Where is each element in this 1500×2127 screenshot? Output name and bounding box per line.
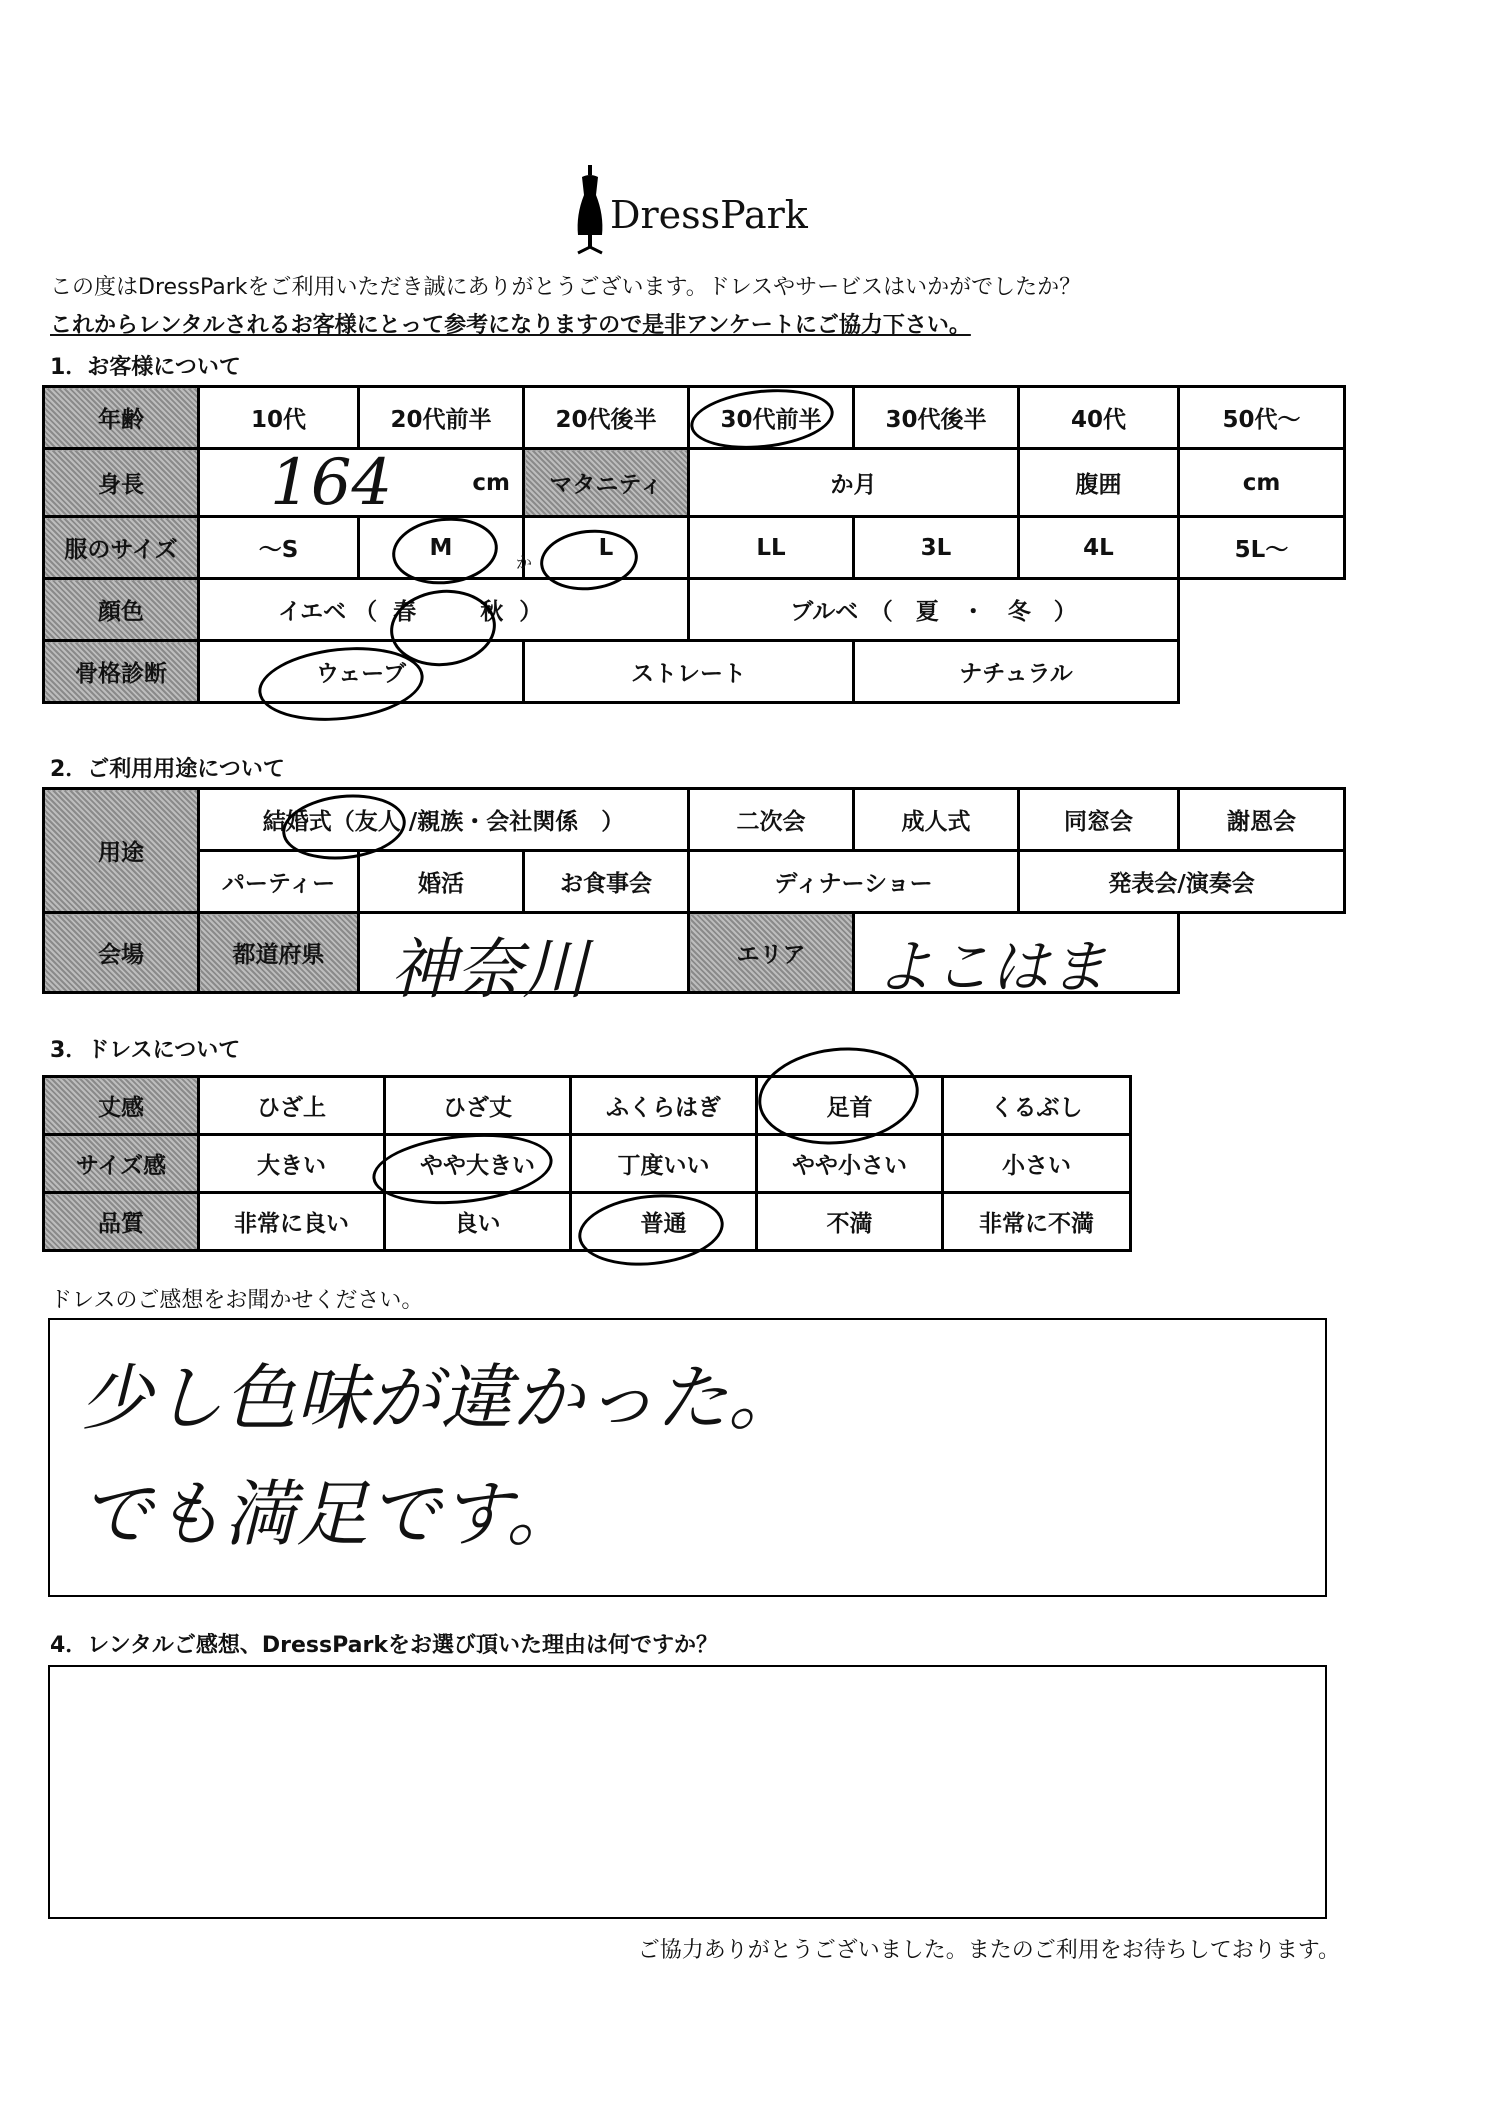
length-option[interactable]: ひざ丈 bbox=[385, 1077, 571, 1135]
skeleton-row bbox=[44, 641, 1345, 703]
reason-box[interactable] bbox=[48, 1665, 1327, 1919]
prefecture-field[interactable] bbox=[359, 913, 689, 1008]
prefecture-value: 神奈川 bbox=[390, 931, 588, 1008]
comment-line-2: でも満足です。 bbox=[80, 1472, 579, 1556]
brand-name: DressPark bbox=[610, 193, 808, 237]
skeleton-option[interactable]: ナチュラル bbox=[854, 641, 1179, 703]
age-option[interactable]: 20代後半 bbox=[524, 387, 689, 449]
size-label: 服のサイズ bbox=[44, 517, 199, 579]
section-4-title: 4．レンタルご感想、DressParkをお選び頂いた理由は何ですか？ bbox=[50, 1633, 718, 1658]
waist-label: 腹囲 bbox=[1019, 449, 1179, 517]
length-row bbox=[44, 1077, 1131, 1135]
dresspark-logo bbox=[560, 165, 808, 255]
area-field[interactable] bbox=[854, 913, 1179, 1001]
age-option[interactable]: 10代 bbox=[199, 387, 359, 449]
quality-option[interactable]: 普通 bbox=[571, 1193, 757, 1251]
quality-label: 品質 bbox=[44, 1193, 199, 1251]
area-value: よこはま bbox=[875, 933, 1108, 1001]
quality-option[interactable]: 非常に不満 bbox=[943, 1193, 1131, 1251]
quality-row bbox=[44, 1193, 1131, 1251]
intro-line-1: この度はDressParkをご利用いただき誠にありがとうございます。ドレスやサービスはいかがでしたか？ bbox=[50, 275, 1082, 300]
quality-option[interactable]: 不満 bbox=[757, 1193, 943, 1251]
length-option[interactable]: くるぶし bbox=[943, 1077, 1131, 1135]
length-option[interactable]: ひざ上 bbox=[199, 1077, 385, 1135]
section-1-title: 1．お客様について bbox=[50, 355, 241, 380]
size-option[interactable]: L bbox=[524, 517, 689, 579]
height-value: 164 bbox=[270, 446, 393, 520]
length-option[interactable]: 足首 bbox=[757, 1077, 943, 1135]
footer-thanks: ご協力ありがとうございました。またのご利用をお待ちしております。 bbox=[637, 1938, 1340, 1963]
skeleton-option[interactable]: ウェーブ bbox=[199, 641, 524, 703]
size-option[interactable]: M か bbox=[359, 517, 524, 579]
blue-base-option[interactable]: ブルベ （ 夏 ・ 冬 ） bbox=[689, 579, 1179, 641]
purpose-option[interactable]: ディナーショー bbox=[689, 851, 1019, 913]
size-option[interactable]: 5L～ bbox=[1179, 517, 1345, 579]
purpose-option[interactable]: お食事会 bbox=[524, 851, 689, 913]
waist-unit[interactable]: cm bbox=[1179, 449, 1345, 517]
comment-box[interactable] bbox=[48, 1318, 1327, 1597]
size-connector: か bbox=[515, 553, 532, 572]
age-option[interactable]: 40代 bbox=[1019, 387, 1179, 449]
purpose-option[interactable]: パーティー bbox=[199, 851, 359, 913]
fit-label: サイズ感 bbox=[44, 1135, 199, 1193]
age-option[interactable]: 20代前半 bbox=[359, 387, 524, 449]
maternity-label: マタニティ bbox=[524, 449, 689, 517]
fit-row bbox=[44, 1135, 1131, 1193]
size-option[interactable]: 3L bbox=[854, 517, 1019, 579]
wedding-option[interactable]: 結婚式（友人 /親族・会社関係 ） bbox=[199, 789, 689, 851]
size-row bbox=[44, 517, 1345, 579]
intro-line-2: これからレンタルされるお客様にとって参考になりますので是非アンケートにご協力下さい。 bbox=[50, 313, 971, 338]
customer-table bbox=[42, 385, 1346, 704]
section-2-title: 2．ご利用用途について bbox=[50, 757, 285, 782]
autumn-option[interactable]: 秋 bbox=[480, 599, 504, 625]
age-label: 年齢 bbox=[44, 387, 199, 449]
skeleton-label: 骨格診断 bbox=[44, 641, 199, 703]
section-3-title: 3．ドレスについて bbox=[50, 1038, 241, 1063]
spring-option[interactable]: 春 bbox=[393, 599, 417, 625]
comment-prompt: ドレスのご感想をお聞かせください。 bbox=[50, 1288, 424, 1313]
purpose-option[interactable]: 同窓会 bbox=[1019, 789, 1179, 851]
fit-option[interactable]: やや大きい bbox=[385, 1135, 571, 1193]
purpose-option[interactable]: 二次会 bbox=[689, 789, 854, 851]
skeleton-option[interactable]: ストレート bbox=[524, 641, 854, 703]
purpose-row-2 bbox=[44, 851, 1345, 913]
purpose-label: 用途 bbox=[44, 789, 199, 913]
height-unit: cm bbox=[472, 469, 510, 496]
venue-label: 会場 bbox=[44, 913, 199, 993]
fit-option[interactable]: 大きい bbox=[199, 1135, 385, 1193]
friend-option[interactable]: 友人 bbox=[354, 809, 401, 835]
purpose-table bbox=[42, 787, 1346, 1008]
length-option[interactable]: ふくらはぎ bbox=[571, 1077, 757, 1135]
purpose-option[interactable]: 成人式 bbox=[854, 789, 1019, 851]
area-label: エリア bbox=[689, 913, 854, 993]
purpose-option[interactable]: 謝恩会 bbox=[1179, 789, 1345, 851]
purpose-option[interactable]: 婚活 bbox=[359, 851, 524, 913]
fit-option[interactable]: 小さい bbox=[943, 1135, 1131, 1193]
height-label: 身長 bbox=[44, 449, 199, 517]
purpose-option[interactable]: 発表会/演奏会 bbox=[1019, 851, 1345, 913]
age-option[interactable]: 30代後半 bbox=[854, 387, 1019, 449]
dress-form-icon bbox=[570, 165, 610, 255]
quality-option[interactable]: 非常に良い bbox=[199, 1193, 385, 1251]
size-option[interactable]: LL bbox=[689, 517, 854, 579]
dress-table bbox=[42, 1075, 1132, 1252]
color-row bbox=[44, 579, 1345, 641]
fit-option[interactable]: やや小さい bbox=[757, 1135, 943, 1193]
venue-row bbox=[44, 913, 1345, 993]
height-field[interactable] bbox=[199, 446, 524, 520]
fit-option[interactable]: 丁度いい bbox=[571, 1135, 757, 1193]
size-option[interactable]: ～S bbox=[199, 517, 359, 579]
prefecture-label: 都道府県 bbox=[199, 913, 359, 993]
purpose-row-1 bbox=[44, 789, 1345, 851]
size-option[interactable]: 4L bbox=[1019, 517, 1179, 579]
comment-line-1: 少し色味が違かった。 bbox=[80, 1356, 801, 1440]
age-row bbox=[44, 387, 1345, 449]
age-option[interactable]: 50代～ bbox=[1179, 387, 1345, 449]
height-row bbox=[44, 449, 1345, 517]
quality-option[interactable]: 良い bbox=[385, 1193, 571, 1251]
age-option[interactable]: 30代前半 bbox=[689, 387, 854, 449]
yellow-base-option[interactable]: イエベ （ 春 秋 ） bbox=[199, 579, 689, 641]
length-label: 丈感 bbox=[44, 1077, 199, 1135]
maternity-months[interactable]: か月 bbox=[689, 449, 1019, 517]
color-label: 顔色 bbox=[44, 579, 199, 641]
